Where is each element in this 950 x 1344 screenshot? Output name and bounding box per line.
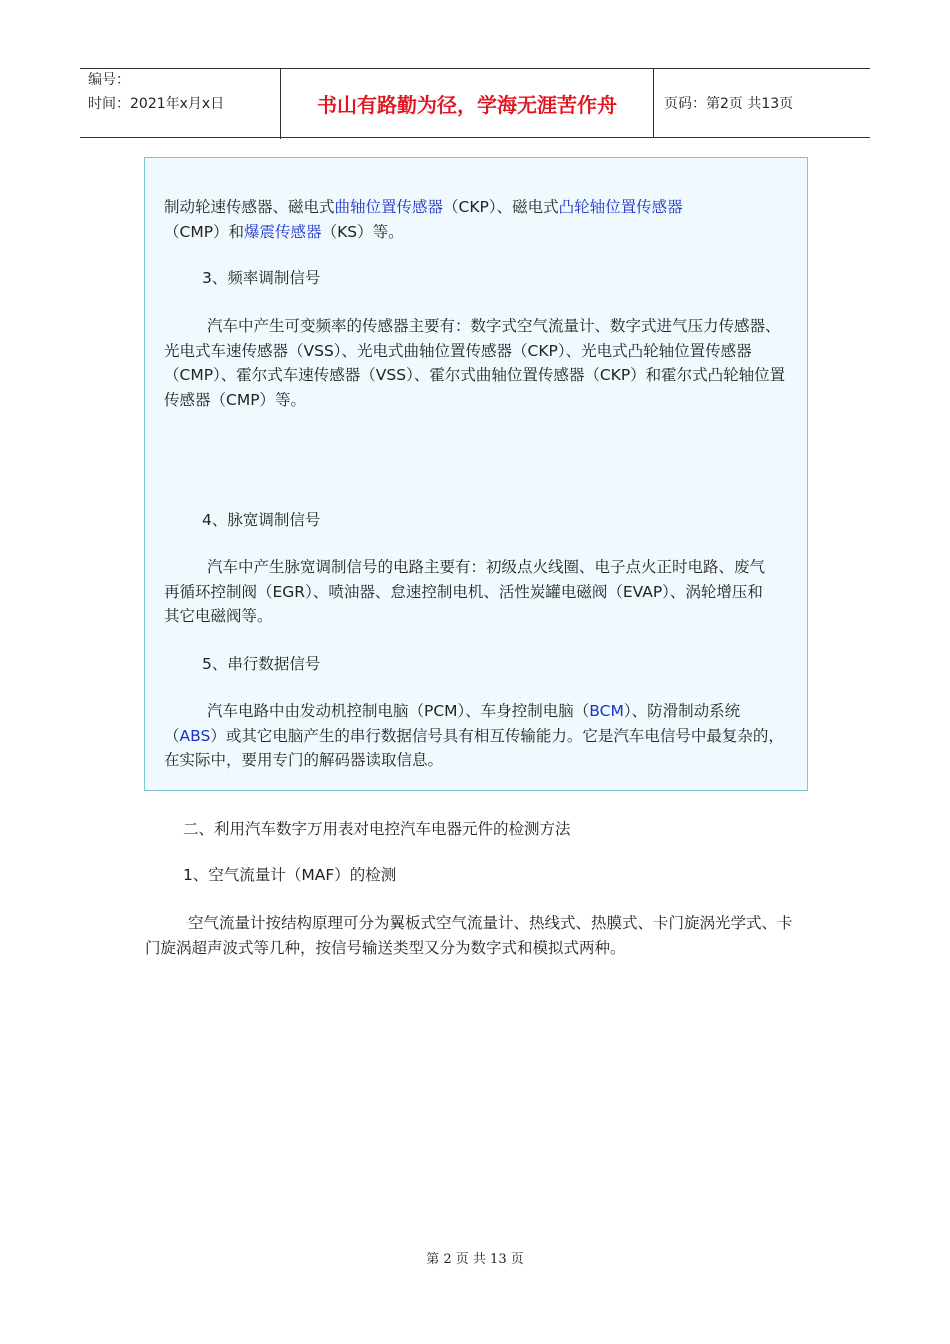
text-segment: （CKP）、磁电式 xyxy=(443,198,559,216)
heading-5: 5、串行数据信号 xyxy=(202,655,321,673)
time-label: 时间：2021年x月x日 xyxy=(88,96,225,112)
text-segment: ）、防滑制动系统（ xyxy=(164,702,741,745)
number-label: 编号： xyxy=(88,72,130,88)
header-motto: 书山有路勤为径，学海无涯苦作舟 xyxy=(281,69,654,137)
section-2-heading: 二、利用汽车数字万用表对电控汽车电器元件的检测方法 xyxy=(183,820,571,838)
text-segment: 制动轮速传感器、磁电式 xyxy=(164,198,335,216)
camshaft-sensor-link[interactable]: 凸轮轴位置传感器 xyxy=(558,198,683,216)
box-paragraph-5 xyxy=(164,699,784,773)
header-page-info: 页码：第2页 共13页 xyxy=(664,96,794,112)
body-paragraph: 空气流量计按结构原理可分为翼板式空气流量计、热线式、热膜式、卡门旋涡光学式、卡门旋涡超声波式等几种，按信号输送类型又分为数字式和模拟式两种。 xyxy=(145,914,793,957)
text-segment: （CMP）和 xyxy=(164,222,245,241)
text-segment: （KS）等。 xyxy=(321,222,404,241)
page-header xyxy=(80,68,870,138)
sub-heading-1: 1、空气流量计（MAF）的检测 xyxy=(183,866,397,884)
knock-sensor-link[interactable]: 爆震传感器 xyxy=(244,222,322,241)
box-paragraph-3: 汽车中产生可变频率的传感器主要有：数字式空气流量计、数字式进气压力传感器、光电式车速传感器（VSS）、光电式曲轴位置传感器（CKP）、光电式凸轮轴位置传感器（CMP）、霍尔式车速传感器（VSS）、霍尔式曲轴位置传感器（CKP）和霍尔式凸轮轴位置传感器（CMP）等。 xyxy=(164,317,786,409)
box-paragraph-1 xyxy=(164,195,794,244)
heading-4: 4、脉宽调制信号 xyxy=(202,511,321,529)
abs-abbr: ABS xyxy=(179,726,211,745)
crankshaft-sensor-link[interactable]: 曲轴位置传感器 xyxy=(334,198,444,216)
box-paragraph-4: 汽车中产生脉宽调制信号的电路主要有：初级点火线圈、电子点火正时电路、废气再循环控制阀（EGR）、喷油器、怠速控制电机、活性炭罐电磁阀（EVAP）、涡轮增压和其它电磁阀等。 xyxy=(164,558,766,625)
text-segment: 汽车电路中由发动机控制电脑（PCM）、车身控制电脑（ xyxy=(207,702,590,720)
bcm-abbr: BCM xyxy=(589,702,624,720)
heading-3: 3、频率调制信号 xyxy=(202,269,321,287)
page-footer: 第 2 页 共 13 页 xyxy=(426,1252,524,1267)
highlight-box xyxy=(144,157,808,791)
header-meta xyxy=(80,69,281,139)
text-segment: ）或其它电脑产生的串行数据信号具有相互传输能力。它是汽车电信号中最复杂的，在实际中，要用专门的解码器读取信息。 xyxy=(164,726,784,769)
